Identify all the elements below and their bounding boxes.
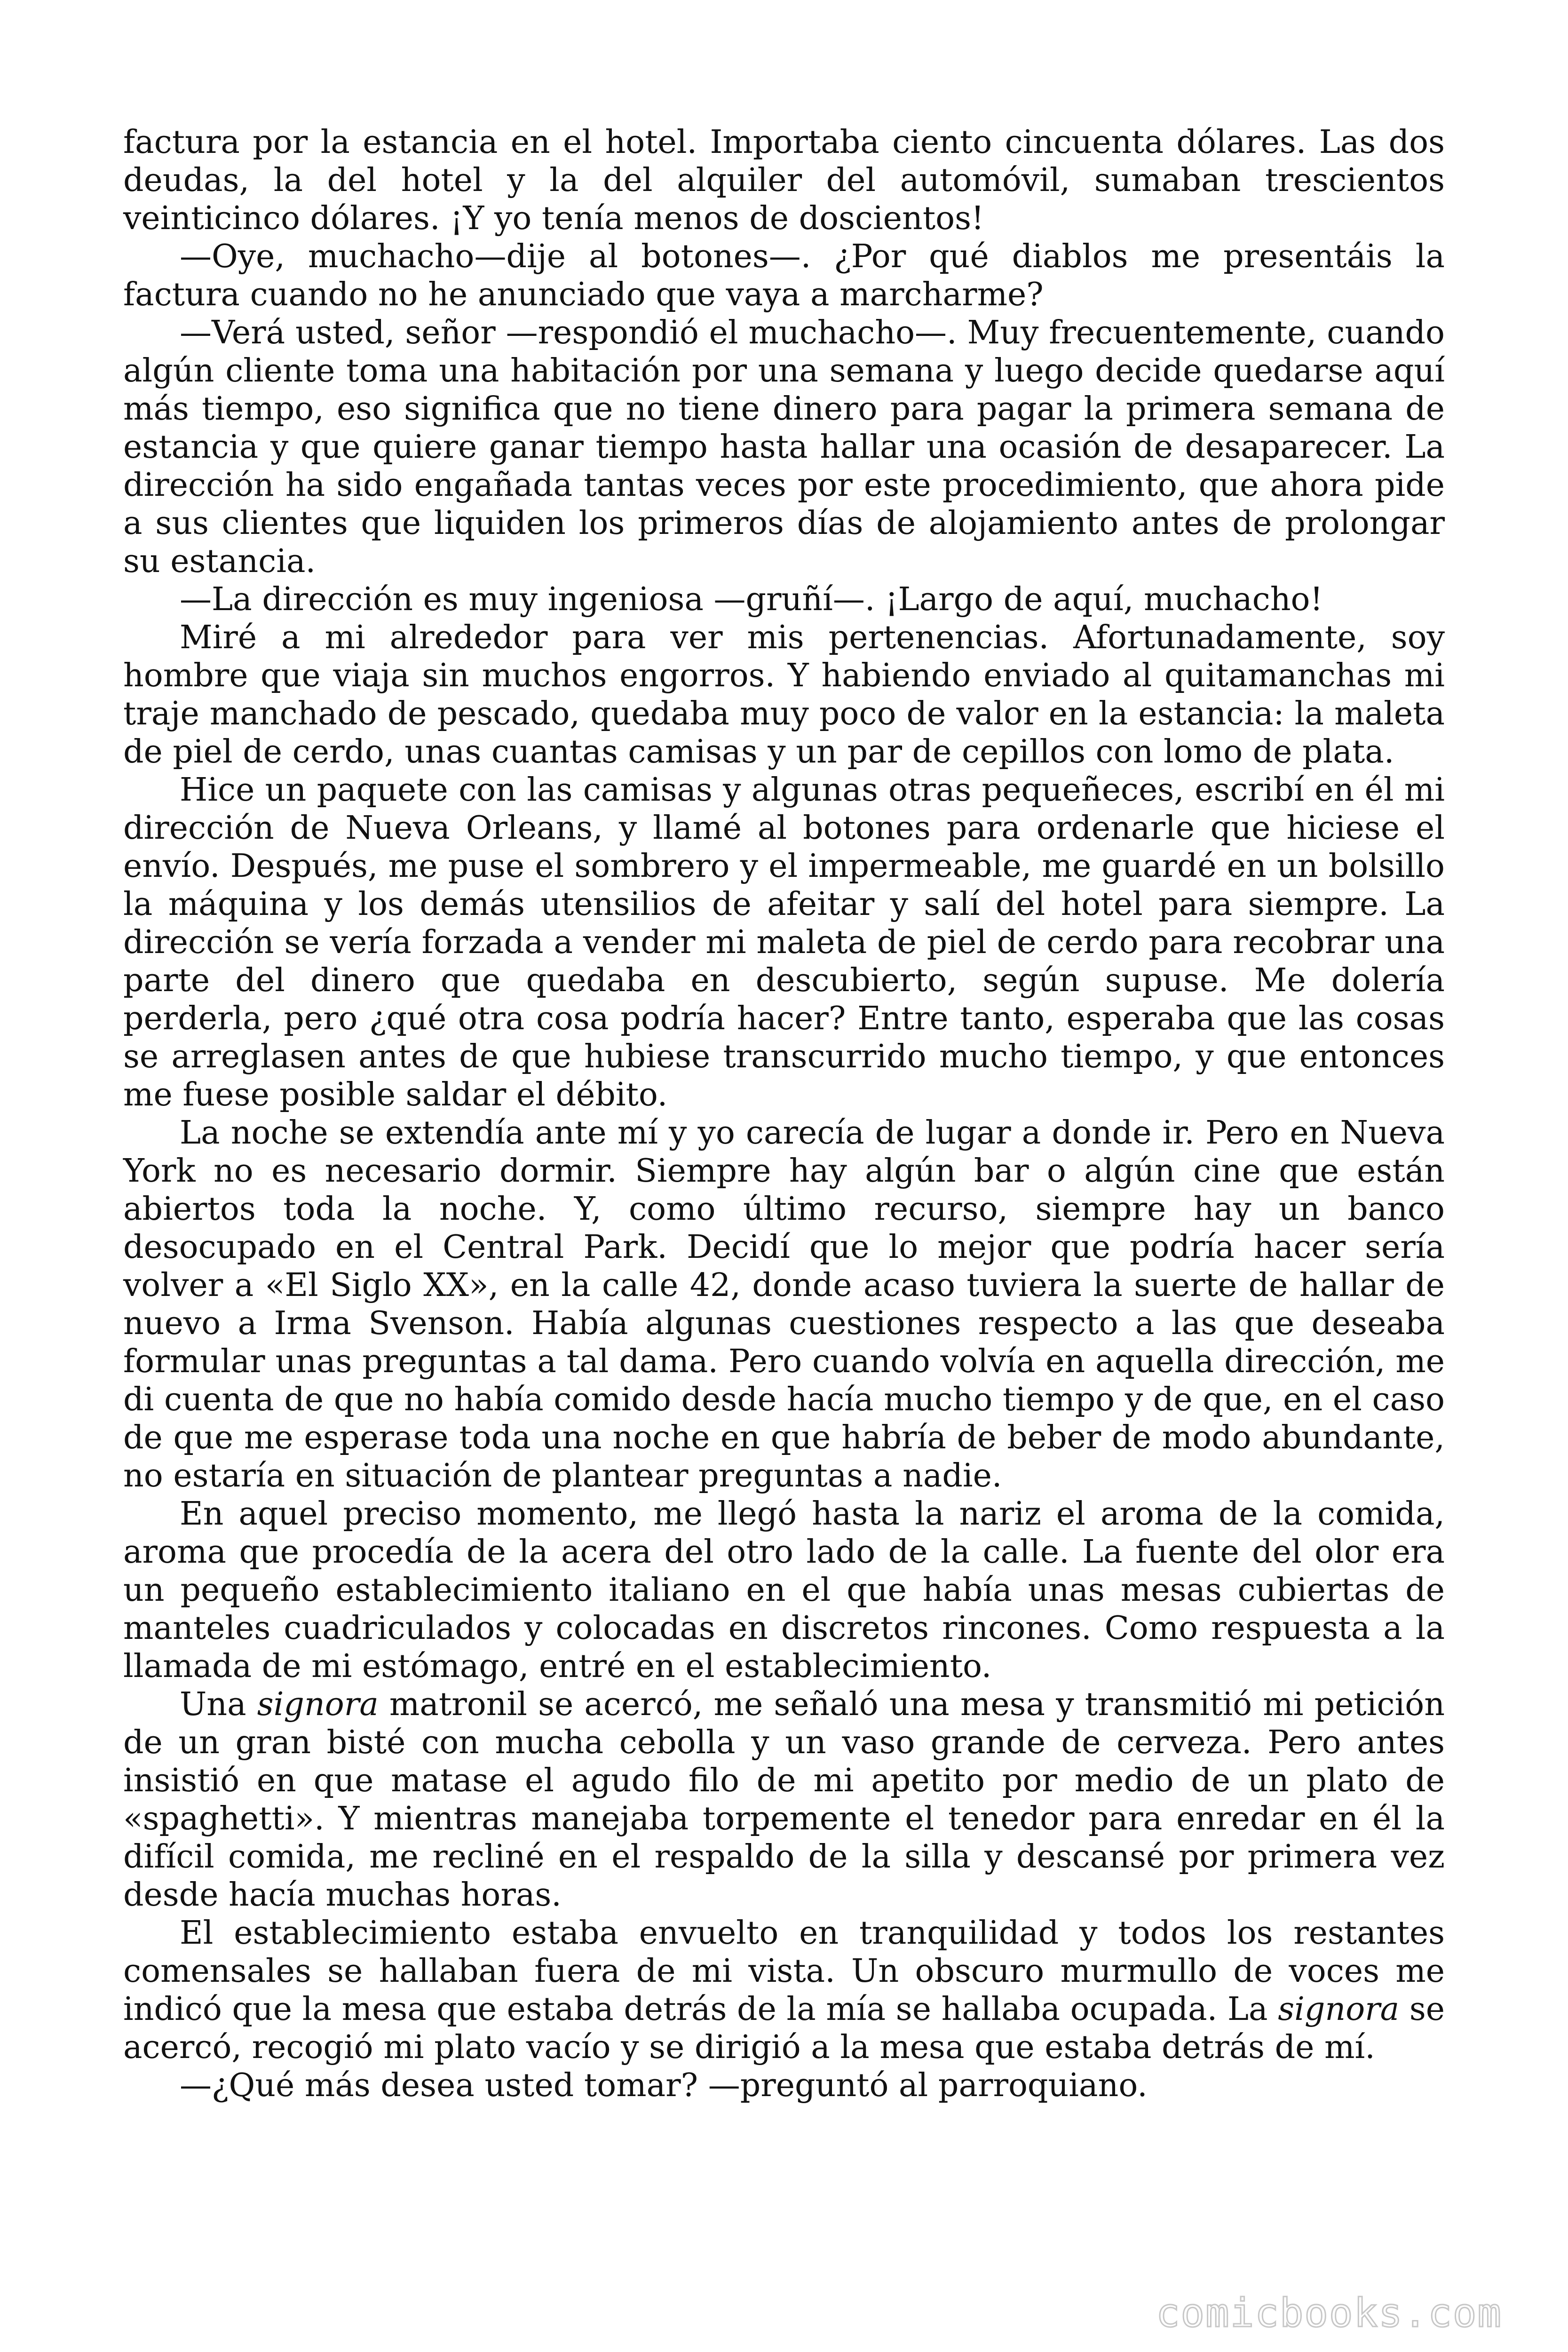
paragraph [123, 580, 1445, 619]
italic-text: signora [257, 1686, 379, 1723]
paragraph [123, 123, 1445, 238]
text-run: factura por la estancia en el hotel. Importaba ciento cincuenta dólares. Las dos deudas, la del hotel y la del alquiler del automóvil, sumaban trescientos veinticinco dólares. ¡Y yo tenía menos de doscientos! [123, 124, 1445, 237]
text-run: El establecimiento estaba envuelto en tranquilidad y todos los restantes comensales se hallaban fuera de mi vista. Un obscuro murmullo de voces me indicó que la mesa que estaba detrás de la mía se hallaba ocupada. La [123, 1915, 1445, 2028]
italic-text: signora [1278, 1991, 1400, 2028]
book-page-text [123, 123, 1445, 2105]
text-run: Una [180, 1686, 257, 1723]
text-run: —Oye, muchacho—dije al botones—. ¿Por qué diablos me presentáis la factura cuando no he anunciado que vaya a marcharme? [123, 238, 1445, 313]
paragraph [123, 619, 1445, 771]
paragraph [123, 1914, 1445, 2066]
text-run: En aquel preciso momento, me llegó hasta la nariz el aroma de la comida, aroma que procedía de la acera del otro lado de la calle. La fuente del olor era un pequeño establecimiento italiano en el que había unas mesas cubiertas de manteles cuadriculados y colocadas en discretos rincones. Como respuesta a la llamada de mi estómago, entré en el establecimiento. [123, 1495, 1445, 1685]
text-run: —¿Qué más desea usted tomar? —preguntó al parroquiano. [180, 2067, 1148, 2104]
text-run: Miré a mi alrededor para ver mis pertenencias. Afortunadamente, soy hombre que viaja sin muchos engorros. Y habiendo enviado al quitamanchas mi traje manchado de pescado, quedaba muy poco de valor en la estancia: la maleta de piel de cerdo, unas cuantas camisas y un par de cepillos con lomo de plata. [123, 619, 1445, 771]
paragraph [123, 771, 1445, 1114]
text-run: Hice un paquete con las camisas y algunas otras pequeñeces, escribí en él mi dirección de Nueva Orleans, y llamé al botones para ordenarle que hiciese el envío. Después, me puse el sombrero y el impermeable, me guardé en un bolsillo la máquina y los demás utensilios de afeitar y salí del hotel para siempre. La dirección se vería forzada a vender mi maleta de piel de cerdo para recobrar una parte del dinero que quedaba en descubierto, según supuse. Me dolería perderla, pero ¿qué otra cosa podría hacer? Entre tanto, esperaba que las cosas se arreglasen antes de que hubiese transcurrido mucho tiempo, y que entonces me fuese posible saldar el débito. [123, 771, 1445, 1113]
watermark: comicbooks.com [1156, 2290, 1502, 2336]
text-run: —La dirección es muy ingeniosa —gruñí—. ¡Largo de aquí, muchacho! [180, 581, 1323, 618]
paragraph [123, 1114, 1445, 1495]
text-run: matronil se acercó, me señaló una mesa y transmitió mi petición de un gran bisté con mucha cebolla y un vaso grande de cerveza. Pero antes insistió en que matase el agudo filo de mi apetito por medio de un plato de «spaghetti». Y mientras manejaba torpemente el tenedor para enredar en él la difícil comida, me recliné en el respaldo de la silla y descansé por primera vez desde hacía muchas horas. [123, 1686, 1445, 1914]
paragraph [123, 2066, 1445, 2105]
paragraph [123, 314, 1445, 580]
paragraph [123, 238, 1445, 314]
paragraph [123, 1685, 1445, 1914]
text-run: —Verá usted, señor —respondió el muchacho—. Muy frecuentemente, cuando algún cliente toma una habitación por una semana y luego decide quedarse aquí más tiempo, eso significa que no tiene dinero para pagar la primera semana de estancia y que quiere ganar tiempo hasta hallar una ocasión de desaparecer. La dirección ha sido engañada tantas veces por este procedimiento, que ahora pide a sus clientes que liquiden los primeros días de alojamiento antes de prolongar su estancia. [123, 314, 1445, 580]
text-run: La noche se extendía ante mí y yo carecía de lugar a donde ir. Pero en Nueva York no es necesario dormir. Siempre hay algún bar o algún cine que están abiertos toda la noche. Y, como último recurso, siempre hay un banco desocupado en el Central Park. Decidí que lo mejor que podría hacer sería volver a «El Siglo XX», en la calle 42, donde acaso tuviera la suerte de hallar de nuevo a Irma Svenson. Había algunas cuestiones respecto a las que deseaba formular unas preguntas a tal dama. Pero cuando volvía en aquella dirección, me di cuenta de que no había comido desde hacía mucho tiempo y de que, en el caso de que me esperase toda una noche en que habría de beber de modo abundante, no estaría en situación de plantear preguntas a nadie. [123, 1114, 1445, 1494]
text-run: se acercó, recogió mi plato vacío y se dirigió a la mesa que estaba detrás de mí. [123, 1991, 1445, 2066]
paragraph [123, 1495, 1445, 1685]
